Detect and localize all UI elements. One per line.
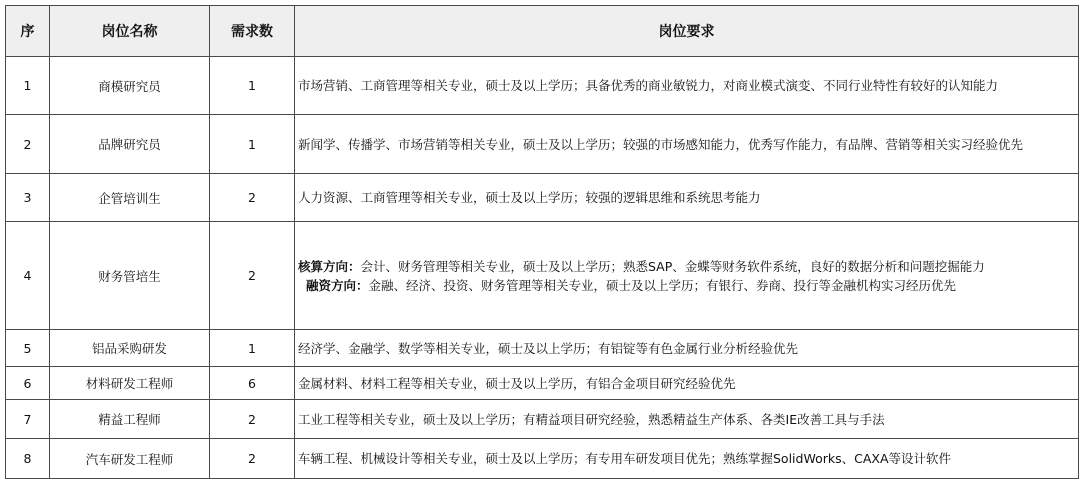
direction-text: 金融、经济、投资、财务管理等相关专业，硕士及以上学历；有银行、券商、投行等金融机构实习经历优先	[368, 277, 957, 293]
direction-label: 核算方向：	[298, 258, 361, 274]
cell-demand-count: 1	[210, 330, 295, 367]
header-demand-count: 需求数	[210, 6, 295, 57]
cell-requirements: 市场营销、工商管理等相关专业，硕士及以上学历；具备优秀的商业敏锐力，对商业模式演变、不同行业特性有较好的认知能力	[295, 57, 1079, 115]
cell-seq: 8	[6, 439, 50, 479]
cell-demand-count: 2	[210, 400, 295, 439]
direction-text: 会计、财务管理等相关专业，硕士及以上学历；熟悉SAP、金蝶等财务软件系统，良好的数据分析和问题挖掘能力	[360, 258, 985, 274]
cell-requirements: 金属材料、材料工程等相关专业，硕士及以上学历，有铝合金项目研究经验优先	[295, 367, 1079, 400]
cell-seq: 3	[6, 174, 50, 222]
cell-demand-count: 6	[210, 367, 295, 400]
cell-position-name: 铝品采购研发	[50, 330, 210, 367]
cell-requirements	[295, 222, 1079, 330]
cell-seq: 1	[6, 57, 50, 115]
cell-requirements: 车辆工程、机械设计等相关专业，硕士及以上学历；有专用车研发项目优先；熟练掌握SolidWorks、CAXA等设计软件	[295, 439, 1079, 479]
cell-seq: 7	[6, 400, 50, 439]
table-row	[6, 115, 1079, 174]
cell-position-name: 企管培训生	[50, 174, 210, 222]
cell-position-name: 品牌研究员	[50, 115, 210, 174]
cell-position-name: 商模研究员	[50, 57, 210, 115]
header-requirements: 岗位要求	[295, 6, 1079, 57]
cell-requirements: 经济学、金融学、数学等相关专业，硕士及以上学历；有铝锭等有色金属行业分析经验优先	[295, 330, 1079, 367]
table-row	[6, 367, 1079, 400]
cell-seq: 6	[6, 367, 50, 400]
table-row	[6, 439, 1079, 479]
direction-financing	[298, 276, 1074, 295]
table-row	[6, 174, 1079, 222]
cell-requirements: 人力资源、工商管理等相关专业，硕士及以上学历；较强的逻辑思维和系统思考能力	[295, 174, 1079, 222]
cell-position-name: 汽车研发工程师	[50, 439, 210, 479]
cell-demand-count: 2	[210, 174, 295, 222]
table-row	[6, 222, 1079, 330]
cell-demand-count: 2	[210, 439, 295, 479]
header-row	[6, 6, 1079, 57]
cell-position-name: 财务管培生	[50, 222, 210, 330]
header-position-name: 岗位名称	[50, 6, 210, 57]
table-row	[6, 400, 1079, 439]
table-row	[6, 57, 1079, 115]
cell-seq: 4	[6, 222, 50, 330]
cell-requirements: 工业工程等相关专业，硕士及以上学历；有精益项目研究经验，熟悉精益生产体系、各类IE改善工具与手法	[295, 400, 1079, 439]
cell-seq: 5	[6, 330, 50, 367]
direction-label: 融资方向：	[306, 277, 369, 293]
cell-demand-count: 1	[210, 115, 295, 174]
cell-requirements: 新闻学、传播学、市场营销等相关专业，硕士及以上学历；较强的市场感知能力，优秀写作能力，有品牌、营销等相关实习经验优先	[295, 115, 1079, 174]
cell-demand-count: 1	[210, 57, 295, 115]
cell-position-name: 材料研发工程师	[50, 367, 210, 400]
cell-seq: 2	[6, 115, 50, 174]
direction-accounting	[298, 257, 1074, 276]
cell-position-name: 精益工程师	[50, 400, 210, 439]
header-seq: 序	[6, 6, 50, 57]
cell-demand-count: 2	[210, 222, 295, 330]
table-row	[6, 330, 1079, 367]
job-requirements-table	[5, 5, 1079, 479]
